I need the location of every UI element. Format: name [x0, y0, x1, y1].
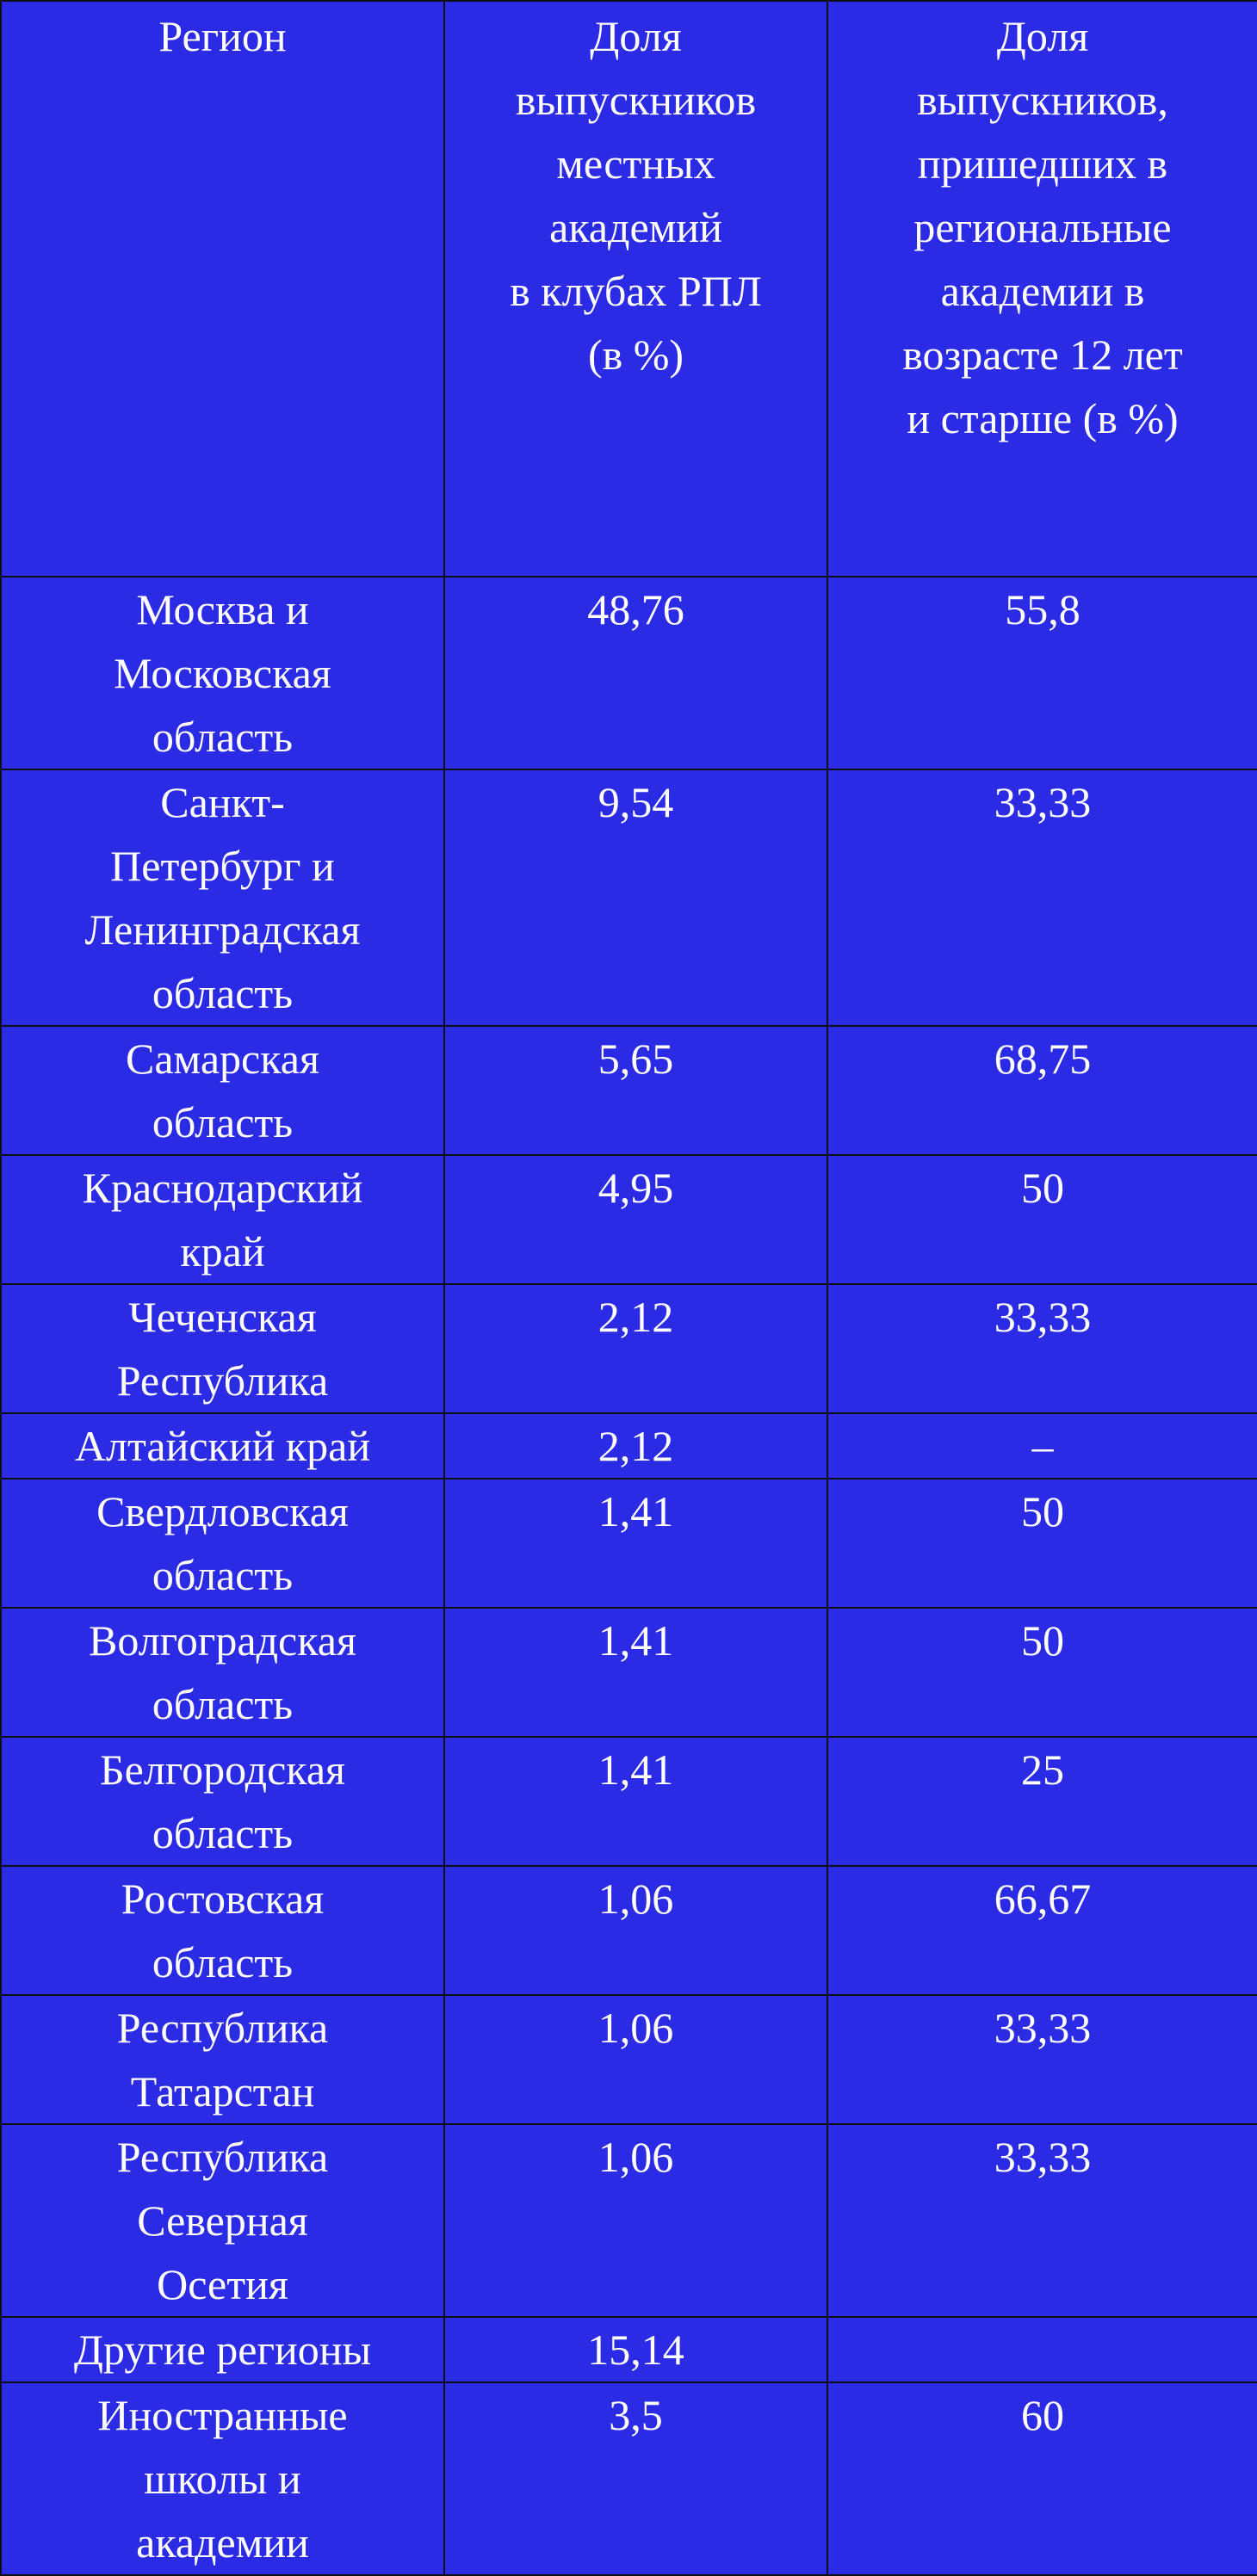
table-row: [1, 1866, 1257, 1995]
table-row: [1, 577, 1257, 769]
region-cell: Санкт- Петербург и Ленинградская область: [1, 769, 444, 1026]
share-12plus-cell: 50: [827, 1155, 1257, 1284]
share-12plus-cell: 68,75: [827, 1026, 1257, 1155]
share-rpl-cell: 1,06: [444, 2124, 827, 2317]
share-rpl-cell: 1,06: [444, 1866, 827, 1995]
share-12plus-cell: 33,33: [827, 2124, 1257, 2317]
table-row: [1, 1155, 1257, 1284]
table-row: [1, 1737, 1257, 1866]
share-rpl-cell: 48,76: [444, 577, 827, 769]
table-header-row: [1, 1, 1257, 577]
share-12plus-cell: 55,8: [827, 577, 1257, 769]
region-cell: Другие регионы: [1, 2317, 444, 2382]
share-rpl-cell: 1,41: [444, 1737, 827, 1866]
region-cell: Иностранные школы и академии: [1, 2382, 444, 2575]
table-row: [1, 769, 1257, 1026]
region-cell: Свердловская область: [1, 1479, 444, 1608]
table-row: [1, 1413, 1257, 1479]
share-12plus-cell: [827, 2317, 1257, 2382]
share-12plus-cell: 33,33: [827, 1284, 1257, 1413]
share-rpl-cell: 1,41: [444, 1608, 827, 1737]
header-share-rpl: Доля выпускников местных академий в клубах РПЛ (в %): [444, 1, 827, 577]
share-12plus-cell: 50: [827, 1479, 1257, 1608]
header-share-12plus: Доля выпускников, пришедших в региональные академии в возрасте 12 лет и старше (в %): [827, 1, 1257, 577]
table-row: [1, 1284, 1257, 1413]
region-cell: Белгородская область: [1, 1737, 444, 1866]
table-row: [1, 1608, 1257, 1737]
region-cell: Республика Татарстан: [1, 1995, 444, 2124]
share-rpl-cell: 5,65: [444, 1026, 827, 1155]
table-row: [1, 1479, 1257, 1608]
share-rpl-cell: 2,12: [444, 1284, 827, 1413]
region-cell: Москва и Московская область: [1, 577, 444, 769]
table-row: [1, 1995, 1257, 2124]
table-body: [1, 577, 1257, 2575]
share-rpl-cell: 2,12: [444, 1413, 827, 1479]
table-row: [1, 2317, 1257, 2382]
share-12plus-cell: 66,67: [827, 1866, 1257, 1995]
share-rpl-cell: 4,95: [444, 1155, 827, 1284]
share-rpl-cell: 9,54: [444, 769, 827, 1026]
region-cell: Алтайский край: [1, 1413, 444, 1479]
table-row: [1, 1026, 1257, 1155]
region-cell: Республика Северная Осетия: [1, 2124, 444, 2317]
region-cell: Краснодарский край: [1, 1155, 444, 1284]
share-rpl-cell: 1,06: [444, 1995, 827, 2124]
table-row: [1, 2382, 1257, 2575]
share-rpl-cell: 1,41: [444, 1479, 827, 1608]
share-12plus-cell: 50: [827, 1608, 1257, 1737]
share-12plus-cell: 33,33: [827, 769, 1257, 1026]
share-rpl-cell: 15,14: [444, 2317, 827, 2382]
region-cell: Волгоградская область: [1, 1608, 444, 1737]
table-row: [1, 2124, 1257, 2317]
region-cell: Самарская область: [1, 1026, 444, 1155]
share-12plus-cell: 25: [827, 1737, 1257, 1866]
share-12plus-cell: 60: [827, 2382, 1257, 2575]
region-cell: Чеченская Республика: [1, 1284, 444, 1413]
share-12plus-cell: –: [827, 1413, 1257, 1479]
header-region: Регион: [1, 1, 444, 577]
region-cell: Ростовская область: [1, 1866, 444, 1995]
share-rpl-cell: 3,5: [444, 2382, 827, 2575]
share-12plus-cell: 33,33: [827, 1995, 1257, 2124]
